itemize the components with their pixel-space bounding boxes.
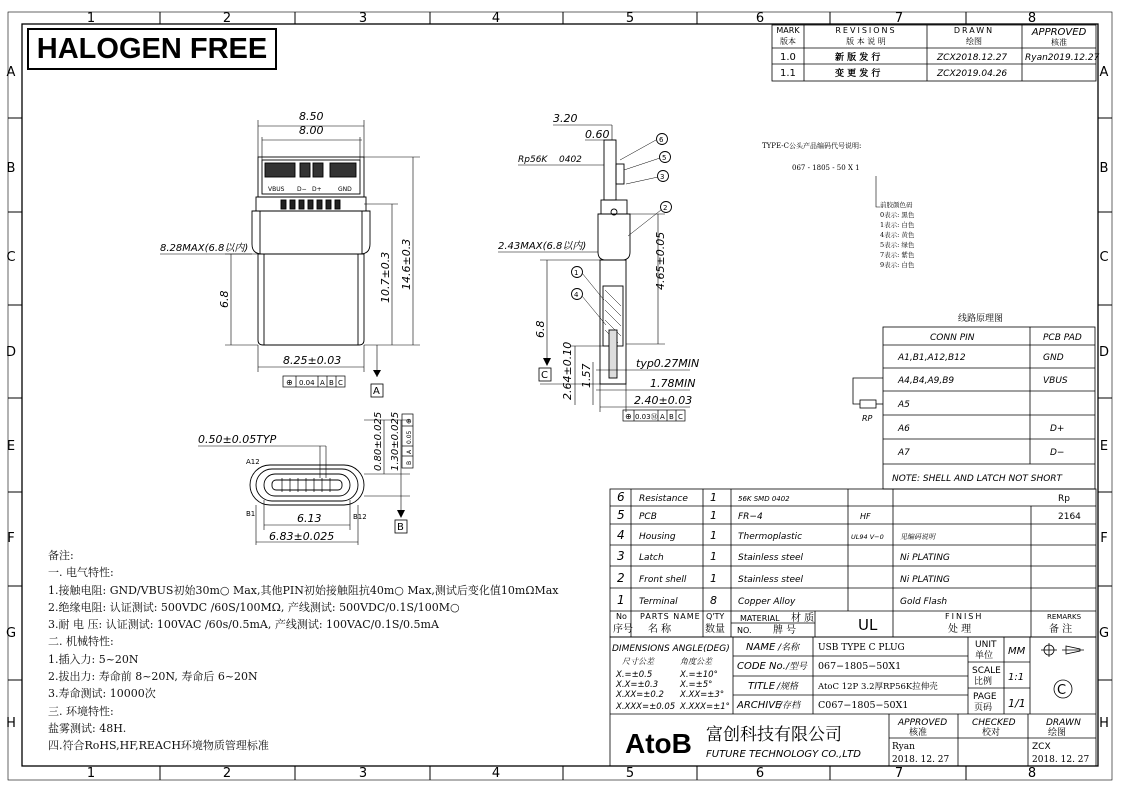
grid-row-label-B-left: B: [6, 161, 16, 176]
grid-row-label-H-left: H: [6, 716, 16, 731]
label-0402: 0402: [559, 155, 582, 165]
note-line-8: 3.寿命测试: 10000次: [48, 687, 156, 701]
bom-row-5-grade: HF: [860, 512, 871, 521]
grid-col-label-5-bottom: 5: [625, 766, 635, 781]
bom-row-3-no: 3: [617, 549, 625, 563]
pin-label-dplus: D+: [312, 186, 322, 193]
tb-page-value: 1/1: [1008, 697, 1026, 710]
rev-header-approved-cn: 核准: [1051, 38, 1067, 47]
halogen-free-badge: [27, 28, 277, 70]
tol1-a: A: [320, 379, 325, 387]
tol3-a: A: [406, 449, 413, 454]
tb-tol-sub-1: 角度公差: [680, 657, 712, 666]
circuit-row-2-pin: A5: [898, 400, 910, 410]
tb-checked: CHECKED: [972, 718, 1016, 728]
tb-scale-cn: 比例: [974, 677, 993, 687]
tb-code-label-cn: /型号: [786, 662, 808, 672]
end-view-labels: [198, 412, 413, 543]
dim-060: 0.60: [585, 128, 610, 141]
datum-b: B: [397, 522, 404, 533]
tb-tol-0b: X.=±10°: [680, 670, 718, 680]
code-note-caption: 前胶颜色码: [880, 201, 913, 209]
bom-row-5-material: FR−4: [738, 512, 763, 522]
tol2-a: A: [660, 413, 665, 421]
tb-approved-cn: 核准: [909, 728, 928, 738]
balloon-5: 5: [662, 154, 667, 162]
circuit-header-pin: CONN PIN: [930, 333, 975, 343]
code-note-code: 067 - 1805 - 50 X 1: [792, 164, 860, 172]
grid-col-label-6-top: 6: [755, 11, 765, 26]
bom-text: [617, 490, 1081, 607]
bom-h-name-cn: 名 称: [648, 624, 672, 635]
bom-row-4-name: Housing: [639, 532, 676, 542]
note-line-2: 1.接触电阻: GND/VBUS初始30m○ Max,其他PIN初始接触阻抗40m○ Max,测试后变化值10mΩMax: [48, 583, 559, 597]
tol3-val: 0.05: [406, 430, 413, 444]
rev-header-mark: MARK: [776, 26, 800, 35]
tb-page: PAGE: [973, 692, 997, 702]
dim-080: 0.80±0.025: [373, 411, 384, 471]
bom-h-ul: UL: [858, 616, 878, 634]
bom-row-5-no: 5: [617, 508, 625, 522]
dim-130: 1.30±0.025: [390, 411, 401, 471]
tb-copyright-icon: C: [1057, 683, 1067, 698]
grid-col-label-1-top: 1: [86, 11, 96, 26]
bom-h-qty-cn: 数量: [705, 624, 725, 635]
balloon-1: 1: [574, 269, 579, 277]
grid-col-label-3-bottom: 3: [358, 766, 368, 781]
bom-row-2-finish: Ni PLATING: [900, 575, 950, 585]
tb-tol-0a: X.=±0.5: [616, 670, 653, 680]
bom-h-grade-cn: 牌 号: [773, 625, 797, 636]
grid-col-label-8-bottom: 8: [1027, 766, 1037, 781]
bom-h-material: MATERIAL: [740, 614, 780, 623]
dim-146: 14.6±0.3: [400, 238, 413, 290]
front-view-labels: [160, 110, 413, 397]
dim-320: 3.20: [553, 112, 578, 125]
tb-unit-value: MM: [1008, 646, 1026, 657]
tb-archive-label-cn: /存档: [779, 701, 801, 711]
bom-row-4-no: 4: [617, 528, 625, 542]
bom-row-3-name: Latch: [639, 553, 664, 563]
pin-label-vbus: VBUS: [268, 186, 285, 193]
revision-rows: [780, 51, 1100, 79]
tb-company-en: FUTURE TECHNOLOGY CO.,LTD: [706, 749, 861, 760]
grid-row-label-G-right: G: [1098, 626, 1110, 641]
grid-row-label-E-left: E: [6, 439, 16, 454]
tb-title-value: AtoC 12P 3.2厚RP56K拉伸壳: [818, 682, 938, 692]
rev-row-1-drawn: ZCX2018.12.27: [937, 53, 1008, 63]
grid-row-label-H-right: H: [1099, 716, 1109, 731]
tb-tol-3b: X.XXX=±1°: [680, 702, 730, 712]
tb-tol-3a: X.XXX=±0.05: [616, 702, 676, 712]
tb-name-value: USB TYPE C PLUG: [818, 643, 905, 653]
circuit-row-3-pin: A6: [898, 424, 910, 434]
tb-company-logo: AtoB: [625, 728, 692, 759]
circuit-header-pad: PCB PAD: [1043, 333, 1082, 343]
bom-h-material-cn: 材 质: [791, 613, 815, 624]
circuit-row-1-pin: A4,B4,A9,B9: [898, 376, 955, 386]
label-rp56k: Rp56K: [518, 155, 548, 165]
bom-row-2-name: Front shell: [639, 575, 687, 585]
circuit-resistor: RP: [862, 414, 873, 423]
dim-107: 10.7±0.3: [379, 251, 392, 303]
code-note-title: TYPE-C公头产品编码代号说明:: [762, 142, 862, 150]
dim-613: 6.13: [297, 512, 322, 525]
tol1-val: 0.04: [299, 379, 315, 387]
grid-row-label-F-right: F: [1100, 531, 1108, 546]
dim-157: 1.57: [580, 363, 593, 388]
dim-typ027: typ0.27MIN: [636, 357, 700, 370]
tb-archive-value: C067−1805−50X1: [818, 700, 909, 711]
tol2-c: C: [678, 413, 683, 421]
tol1-c: C: [338, 379, 343, 387]
tb-tol-1a: X.X=±0.3: [616, 680, 659, 690]
dim-240: 2.40±0.03: [634, 394, 693, 407]
tb-tol-2b: X.XX=±3°: [680, 690, 725, 700]
tb-company-cn: 富创科技有限公司: [706, 725, 842, 745]
grid-col-label-4-bottom: 4: [491, 766, 501, 781]
grid-row-label-C-left: C: [6, 250, 16, 265]
bom-h-remarks: REMARKS: [1047, 613, 1082, 621]
tb-scale: SCALE: [972, 666, 1001, 676]
rev-row-1-mark: 1.0: [780, 52, 796, 63]
revision-headers: [776, 26, 1086, 47]
bom-row-4-qty: 1: [710, 529, 717, 542]
rev-header-drawn-cn: 绘图: [966, 37, 982, 46]
tb-unit: UNIT: [975, 640, 997, 650]
circuit-row-1-pad: VBUS: [1043, 376, 1068, 386]
tb-code-value: 067−1805−50X1: [818, 661, 902, 672]
note-line-4: 3.耐 电 压: 认证测试: 100VAC /60s/0.5mA, 产线测试: 100VAC/0.1S/0.5mA: [48, 618, 439, 632]
bom-h-no-cn: 序号: [613, 624, 633, 635]
circuit-row-0-pad: GND: [1043, 353, 1064, 363]
tb-tol-1b: X.=±5°: [680, 680, 713, 690]
dim-68-side: 6.8: [534, 320, 547, 338]
datum-c: C: [541, 370, 548, 381]
grid-row-label-C-right: C: [1099, 250, 1109, 265]
grid-col-label-4-top: 4: [491, 11, 501, 26]
tb-unit-cn: 单位: [975, 651, 994, 661]
grid-row-label-F-left: F: [7, 531, 15, 546]
note-line-10: 盐雾测试: 48H.: [48, 721, 127, 735]
datum-b-arrow: [397, 510, 405, 518]
tb-tol-heading: DIMENSIONS ANGLE(DEG): [612, 644, 730, 654]
dim-243max: 2.43MAX(6.8以内): [498, 241, 587, 252]
tol1-b: B: [329, 379, 334, 387]
bom-row-4-finish: 见编码说明: [900, 533, 935, 541]
side-view-labels: [498, 112, 699, 421]
code-note-item-4: 7表示: 紫色: [880, 251, 915, 259]
bom-row-6-remarks: Rp: [1058, 494, 1070, 504]
tol2-val: 0.03Ⓜ: [635, 413, 658, 421]
tb-title-label: TITLE: [748, 681, 776, 692]
tb-tol-sub-0: 尺寸公差: [622, 657, 654, 666]
tb-drawn: DRAWN: [1046, 718, 1081, 728]
tb-tol-2a: X.XX=±0.2: [616, 690, 664, 700]
pin-label-gnd: GND: [338, 186, 352, 193]
balloon-2: 2: [663, 204, 668, 212]
rev-header-mark-cn: 版本: [780, 37, 796, 46]
bom-row-6-no: 6: [617, 490, 625, 504]
rev-header-approved: APPROVED: [1031, 27, 1087, 38]
balloon-6: 6: [659, 136, 664, 144]
code-note-item-2: 4表示: 黄色: [880, 231, 915, 239]
circuit-table: [853, 327, 1095, 489]
bom-row-1-finish: Gold Flash: [900, 597, 948, 607]
rev-header-revisions: REVISIONS: [835, 26, 897, 35]
tol3-b: B: [406, 460, 413, 465]
tb-title-label-cn: /规格: [777, 682, 799, 692]
pin-label-dminus: D−: [297, 186, 307, 193]
note-line-0: 备注:: [48, 549, 74, 562]
datum-c-arrow: [543, 358, 551, 366]
circuit-title: 线路原理图: [958, 314, 1004, 324]
grid-col-label-7-top: 7: [894, 11, 904, 26]
rev-header-revisions-cn: 版 本 说 明: [846, 37, 886, 46]
grid-row-label-D-right: D: [1098, 345, 1110, 360]
circuit-row-0-pin: A1,B1,A12,B12: [898, 353, 966, 363]
datum-a: A: [373, 386, 380, 397]
bom-row-5-qty: 1: [710, 509, 717, 522]
code-note-item-1: 1表示: 白色: [880, 221, 915, 229]
bom-h-remarks-cn: 备 注: [1049, 624, 1073, 635]
rev-header-drawn: DRAWN: [953, 26, 995, 35]
balloon-4: 4: [574, 291, 579, 299]
bom-h-finish: FINISH: [945, 612, 984, 621]
bom-h-name: PARTS NAME: [640, 612, 701, 621]
circuit-row-4-pad: D−: [1050, 448, 1065, 458]
bom-row-3-finish: Ni PLATING: [900, 553, 950, 563]
bom-row-2-qty: 1: [710, 572, 717, 585]
bom-row-4-grade: UL94 V−0: [851, 533, 884, 541]
dim-264: 2.64±0.10: [561, 341, 574, 400]
tb-approved-date: 2018. 12. 27: [892, 755, 950, 765]
grid-row-label-D-left: D: [5, 345, 17, 360]
tb-name-label-cn: /名称: [778, 643, 800, 653]
bom-h-qty: Q'TY: [706, 612, 725, 621]
rev-row-2-mark: 1.1: [780, 68, 796, 79]
note-line-3: 2.绝缘电阻: 认证测试: 500VDC /60S/100MΩ, 产线测试: 500VDC/0.1S/100M○: [48, 600, 460, 614]
tb-archive-label: ARCHIVE: [737, 700, 782, 711]
grid-row-label-B-right: B: [1099, 161, 1109, 176]
grid-row-label-A-right: A: [1099, 65, 1109, 80]
circuit-labels: [862, 312, 1082, 484]
bom-row-6-material: 56K SMD 0402: [738, 495, 790, 503]
tb-approved-name: Ryan: [892, 742, 915, 752]
tb-code-label: CODE No.: [737, 661, 786, 672]
rev-row-1-approved: Ryan2019.12.27: [1025, 53, 1100, 63]
label-b1: B1: [246, 510, 256, 518]
note-line-1: 一. 电气特性:: [48, 566, 114, 580]
bom-row-3-material: Stainless steel: [738, 553, 804, 563]
bom-row-2-no: 2: [617, 571, 625, 585]
tb-drawn-cn: 绘图: [1048, 728, 1067, 738]
grid-col-label-2-bottom: 2: [222, 766, 232, 781]
grid-col-label-5-top: 5: [625, 11, 635, 26]
label-b12: B12: [353, 513, 367, 521]
tb-scale-value: 1:1: [1008, 672, 1025, 683]
circuit-row-4-pin: A7: [898, 448, 910, 458]
grid-col-label-2-top: 2: [222, 11, 232, 26]
note-line-9: 三. 环境特性:: [48, 704, 114, 718]
grid-col-label-1-bottom: 1: [86, 766, 96, 781]
grid-col-label-3-top: 3: [358, 11, 368, 26]
bom-h-no: No: [616, 612, 627, 621]
dim-465: 4.65±0.05: [654, 231, 667, 290]
note-line-5: 二. 机械特性:: [48, 635, 114, 649]
bom-row-5-remarks: 2164: [1058, 512, 1081, 522]
tb-approved: APPROVED: [898, 718, 948, 728]
tb-checked-cn: 校对: [982, 728, 1001, 738]
grid-row-label-E-right: E: [1099, 439, 1109, 454]
datum-a-arrow: [373, 370, 381, 377]
rev-row-2-drawn: ZCX2019.04.26: [937, 69, 1008, 79]
tb-drawn-date: 2018. 12. 27: [1032, 755, 1090, 765]
bom-row-1-no: 1: [617, 593, 625, 607]
tol2-b: B: [669, 413, 674, 421]
note-line-7: 2.拔出力: 寿命前 8~20N, 寿命后 6~20N: [48, 670, 258, 684]
dim-050typ: 0.50±0.05TYP: [198, 433, 277, 446]
note-line-6: 1.插入力: 5~20N: [48, 652, 139, 666]
tol2-sym: ⊕: [625, 412, 632, 421]
bom-row-1-material: Copper Alloy: [738, 597, 796, 607]
bom-row-3-qty: 1: [710, 550, 717, 563]
circuit-note: NOTE: SHELL AND LATCH NOT SHORT: [892, 474, 1063, 484]
notes-block: [48, 547, 559, 755]
dim-683: 6.83±0.025: [269, 530, 335, 543]
code-note-item-5: 9表示: 白色: [880, 261, 915, 269]
bom-h-grade: NO.: [737, 626, 752, 635]
bom-row-6-qty: 1: [710, 491, 717, 504]
title-block-text: [612, 640, 1090, 765]
bom-row-4-material: Thermoplastic: [738, 532, 803, 542]
halogen-free-text: HALOGEN FREE: [36, 33, 268, 65]
dim-178: 1.78MIN: [650, 377, 696, 390]
balloon-3: 3: [660, 173, 665, 181]
bom-row-1-name: Terminal: [639, 597, 678, 607]
tol3-sym: ⊕: [405, 418, 413, 424]
note-line-11: 四.符合RoHS,HF,REACH环境物质管理标准: [48, 739, 269, 753]
code-note: [762, 141, 915, 269]
dim-800: 8.00: [299, 124, 324, 137]
bom-row-5-name: PCB: [639, 512, 657, 522]
label-a12: A12: [246, 458, 260, 466]
bom-row-2-material: Stainless steel: [738, 575, 804, 585]
grid-col-label-6-bottom: 6: [755, 766, 765, 781]
tb-drawn-name: ZCX: [1032, 742, 1051, 752]
bom-h-finish-cn: 处 理: [948, 624, 972, 635]
code-note-item-0: 0表示: 黑色: [880, 211, 915, 219]
tol1-sym: ⊕: [286, 378, 293, 387]
rev-row-1-desc: 新 版 发 行: [835, 53, 881, 63]
grid-row-label-G-left: G: [5, 626, 17, 641]
rev-row-2-desc: 变 更 发 行: [835, 69, 881, 79]
grid-col-label-7-bottom: 7: [894, 766, 904, 781]
code-note-item-3: 5表示: 绿色: [880, 241, 915, 249]
bom-row-6-name: Resistance: [639, 494, 688, 504]
grid-row-label-A-left: A: [6, 65, 16, 80]
bom-header: [613, 611, 1082, 636]
dim-68: 6.8: [218, 290, 231, 308]
tb-name-label: NAME: [746, 642, 776, 653]
grid-col-label-8-top: 8: [1027, 11, 1037, 26]
tb-page-cn: 页码: [974, 703, 993, 713]
circuit-row-3-pad: D+: [1050, 424, 1065, 434]
dim-828max: 8.28MAX(6.8以内): [160, 243, 249, 254]
dim-850: 8.50: [299, 110, 324, 123]
dim-825: 8.25±0.03: [283, 354, 342, 367]
bom-row-1-qty: 8: [710, 594, 717, 607]
